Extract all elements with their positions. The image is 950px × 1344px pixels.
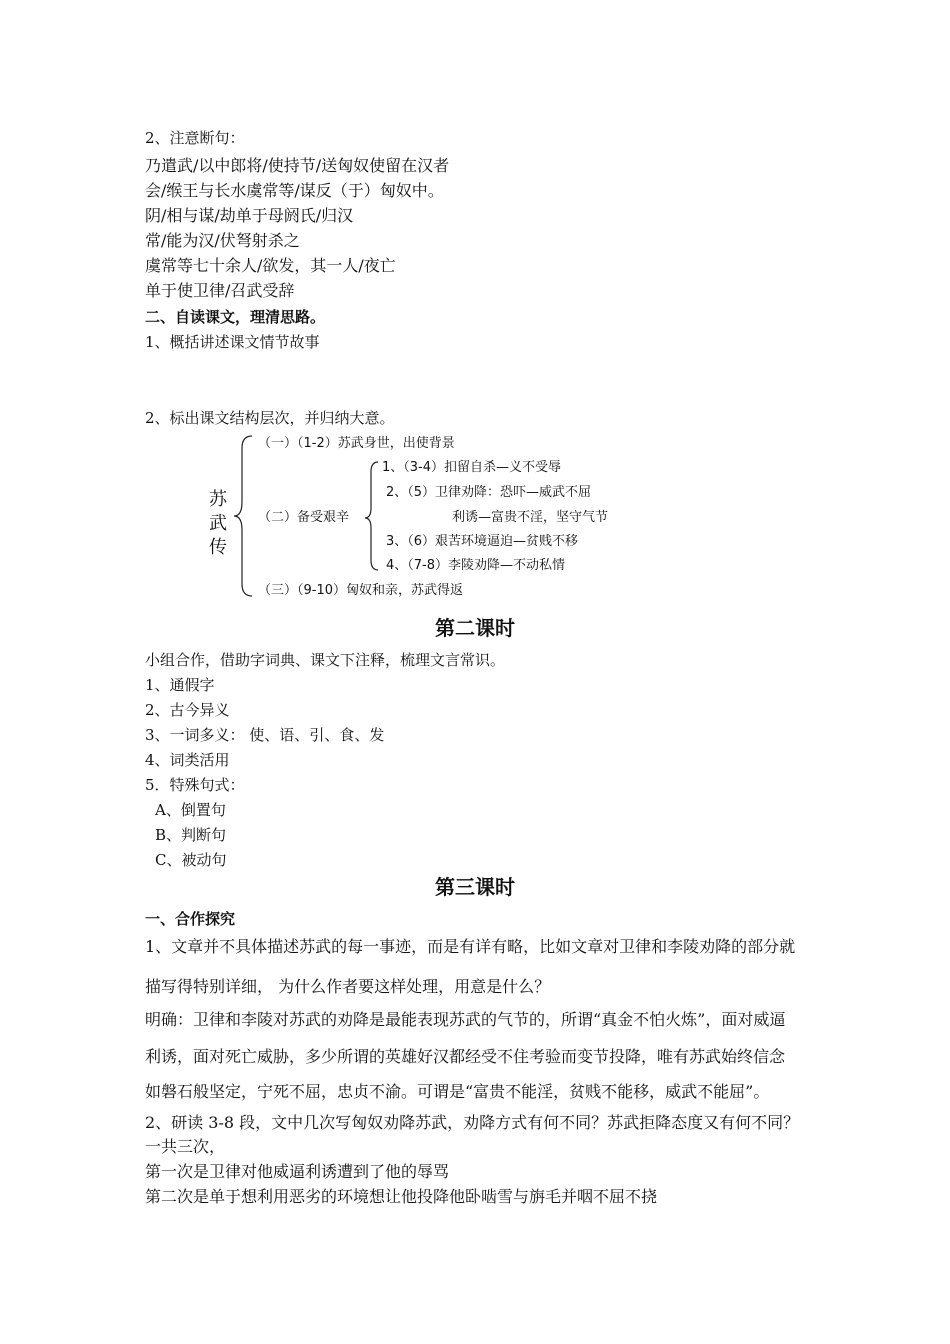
- answer-1-line-3: 如磐石般坚定，宁死不屈，忠贞不渝。可谓是“富贵不能淫，贫贱不能移，威武不能屈”。: [145, 1082, 770, 1101]
- diagram-part-1: （一）（1-2）苏武身世，出使背景: [258, 436, 455, 451]
- section-heading-reading: 二、自读课文，理清思路。: [145, 308, 326, 326]
- lesson-3-title: 第三课时: [435, 875, 515, 899]
- lesson-3-heading: 一、合作探究: [145, 910, 236, 928]
- lesson-2-item-2: 2、古今异义: [145, 701, 230, 719]
- answer-2-line-1: 一共三次，: [145, 1137, 226, 1156]
- question-2: 2、研读 3-8 段，文中几次写匈奴劝降苏武，劝降方式有何不同？苏武拒降态度又有何不同？: [145, 1113, 800, 1132]
- diagram-sub-3: 3、（6）艰苦环境逼迫—贫贱不移: [386, 534, 579, 549]
- diagram-part-3: （三）（9-10）匈奴和亲，苏武得返: [258, 583, 464, 598]
- lesson-2-item-1: 1、通假字: [145, 676, 215, 694]
- diagram-title: [208, 488, 228, 560]
- punctuation-line-3: 阴/相与谋/劫单于母阏氏/归汉: [145, 206, 354, 225]
- punctuation-line-5: 虞常等七十余人/欲发，其一人/夜亡: [145, 256, 396, 275]
- diagram-sub-1: 1、（3-4）扣留自杀—义不受辱: [382, 460, 562, 475]
- diagram-title-char-1: 苏: [209, 489, 227, 510]
- punctuation-line-4: 常/能为汉/伏弩射杀之: [145, 231, 300, 250]
- lesson-2-title: 第二课时: [435, 616, 515, 640]
- section-heading-punctuation: 2、注意断句：: [145, 129, 245, 147]
- reading-item-1: 1、概括讲述课文情节故事: [145, 333, 320, 351]
- answer-2-line-3: 第二次是单于想利用恶劣的环境想让他投降他卧啮雪与旃毛并咽不屈不挠: [145, 1187, 658, 1206]
- punctuation-line-6: 单于使卫律/召武受辞: [145, 281, 295, 300]
- lesson-2-subitem-b: B、判断句: [155, 826, 227, 844]
- lesson-2-item-3: 3、一词多义： 使、语、引、食、发: [145, 726, 385, 744]
- diagram-sub-2b: 利诱—富贵不淫，坚守气节: [452, 510, 609, 525]
- diagram-sub-4: 4、（7-8）李陵劝降—不动私情: [386, 558, 566, 573]
- punctuation-line-2: 会/缑王与长水虞常等/谋反（于）匈奴中。: [145, 181, 444, 200]
- question-1-line-2: 描写得特别详细， 为什么作者要这样处理，用意是什么？: [145, 977, 551, 996]
- answer-1-line-2: 利诱，面对死亡威胁，多少所谓的英雄好汉都经受不住考验而变节投降，唯有苏武始终信念: [145, 1047, 786, 1066]
- diagram-part-2: （二）备受艰辛: [258, 510, 350, 525]
- lesson-2-subitem-c: C、被动句: [155, 851, 227, 869]
- lesson-2-item-4: 4、词类活用: [145, 751, 230, 769]
- diagram-title-char-2: 武: [209, 513, 227, 534]
- lesson-2-intro: 小组合作，借助字词典、课文下注释，梳理文言常识。: [145, 651, 506, 669]
- lesson-2-item-5: 5．特殊句式：: [145, 776, 245, 794]
- reading-item-2: 2、标出课文结构层次，并归纳大意。: [145, 409, 395, 427]
- structure-diagram: [200, 432, 670, 602]
- diagram-sub-2a: 2、（5）卫律劝降：恐吓—威武不屈: [386, 485, 592, 500]
- punctuation-line-1: 乃遣武/以中郎将/使持节/送匈奴使留在汉者: [145, 156, 450, 175]
- lesson-2-subitem-a: A、倒置句: [155, 801, 226, 819]
- diagram-title-char-3: 传: [209, 537, 227, 558]
- answer-2-line-2: 第一次是卫律对他威逼利诱遭到了他的辱骂: [145, 1162, 450, 1181]
- answer-1-line-1: 明确：卫律和李陵对苏武的劝降是最能表现苏武的气节的，所谓“真金不怕火炼”，面对威逼: [145, 1010, 786, 1029]
- question-1-line-1: 1、文章并不具体描述苏武的每一事迹，而是有详有略，比如文章对卫律和李陵劝降的部分就: [145, 937, 796, 956]
